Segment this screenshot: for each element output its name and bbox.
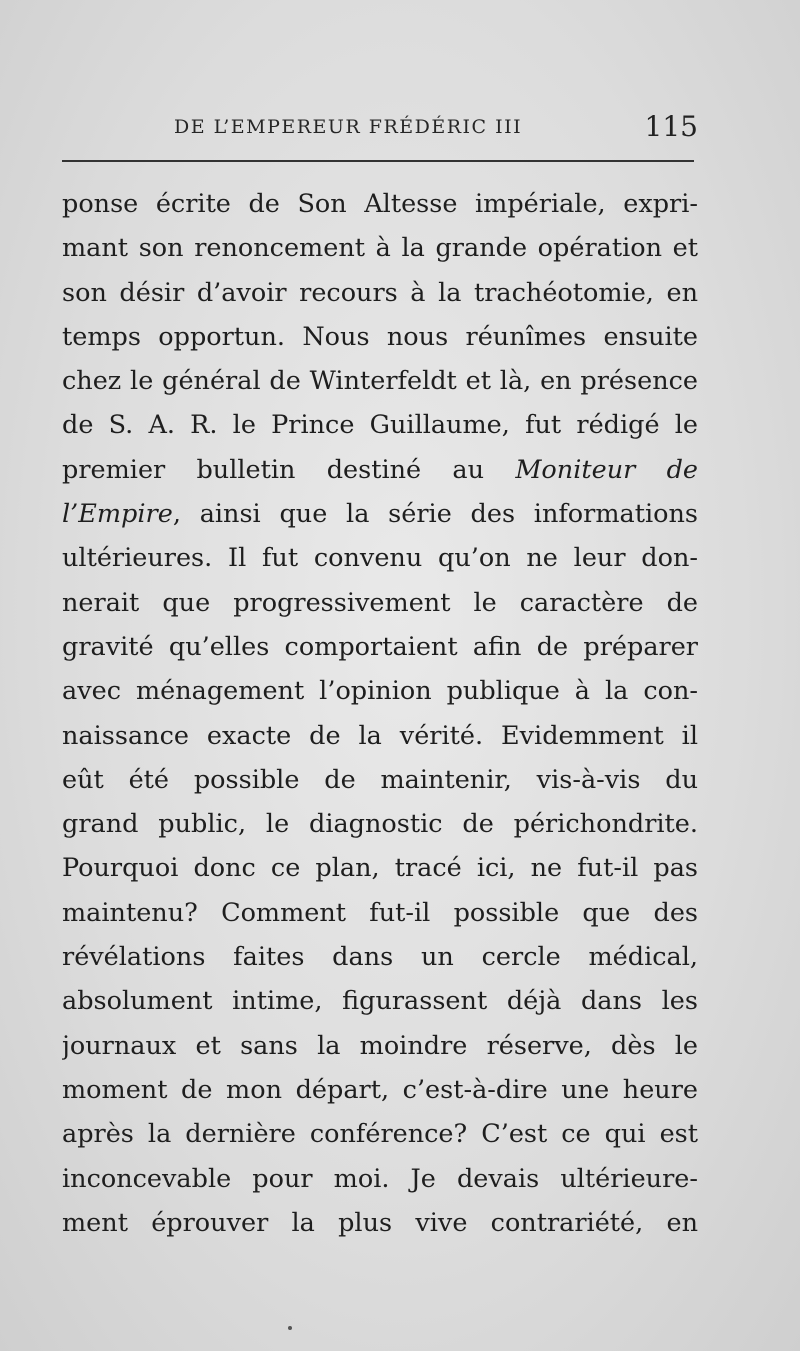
text-line: absolument intime, figurassent déjà dans les — [62, 986, 698, 1017]
text-line: ment éprouver la plus vive contrariété, en — [62, 1207, 698, 1238]
text-line: son désir d’avoir recours à la trachéotomie, en — [62, 277, 698, 308]
text-line: ponse écrite de Son Altesse impériale, expri- — [62, 189, 698, 219]
page-number: 115 — [644, 110, 698, 143]
text-line: nerait que progressivement le caractère de — [62, 587, 698, 618]
text-line: grand public, le diagnostic de périchondrite. — [62, 809, 698, 840]
text-fragment: , ainsi que la série des informations — [172, 499, 698, 530]
text-line: journaux et sans la moindre réserve, dès le — [62, 1030, 698, 1061]
text-line: chez le général de Winterfeldt et là, en présence — [62, 366, 698, 397]
print-speck — [288, 1326, 292, 1330]
text-line: eût été possible de maintenir, vis-à-vis du — [62, 764, 698, 795]
text-line: moment de mon départ, c’est-à-dire une heure — [62, 1074, 698, 1105]
page-header — [62, 112, 698, 148]
text-line: mant son renoncement à la grande opération et — [62, 233, 698, 264]
text-line — [62, 448, 698, 492]
italic-title: Moniteur de — [515, 454, 698, 485]
text-line: ultérieures. Il fut convenu qu’on ne leur don- — [62, 543, 698, 574]
text-line: révélations faites dans un cercle médical, — [62, 942, 698, 973]
text-line: maintenu? Comment fut-il possible que des — [62, 897, 698, 928]
header-rule — [62, 160, 694, 162]
text-fragment: premier bulletin destiné au — [62, 454, 516, 485]
text-line: inconcevable pour moi. Je devais ultérieure- — [62, 1163, 698, 1194]
text-line: après la dernière conférence? C’est ce qui est — [62, 1119, 698, 1150]
text-line: de S. A. R. le Prince Guillaume, fut rédigé le — [62, 410, 698, 441]
text-line: Pourquoi donc ce plan, tracé ici, ne fut-il pas — [62, 853, 698, 884]
text-line — [62, 492, 698, 536]
text-line: temps opportun. Nous nous réunîmes ensuite — [62, 321, 698, 352]
text-line: naissance exacte de la vérité. Evidemment il — [62, 720, 698, 751]
text-line: gravité qu’elles comportaient afin de préparer — [62, 631, 698, 662]
italic-title: l’Empire — [62, 499, 173, 530]
text-line: avec ménagement l’opinion publique à la con- — [62, 676, 698, 707]
body-text — [62, 182, 698, 1245]
running-title: DE L’EMPEREUR FRÉDÉRIC III — [174, 116, 523, 138]
